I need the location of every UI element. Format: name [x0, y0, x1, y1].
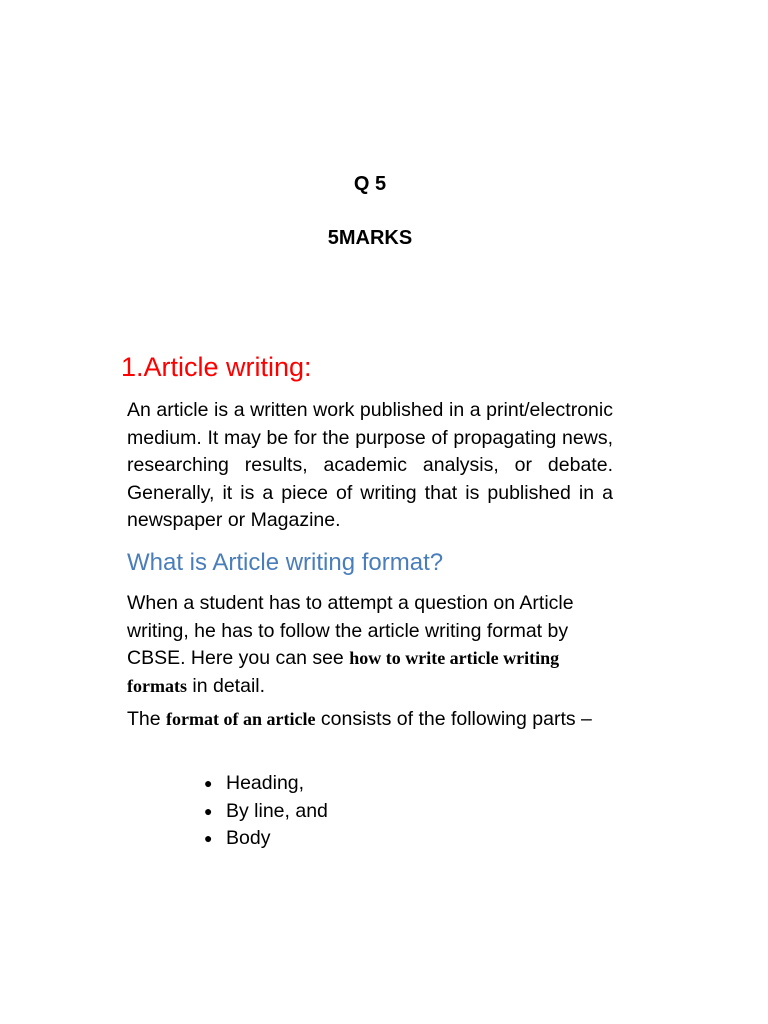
intro-paragraph: An article is a written work published in a print/electronic medium. It may be for the purpose of propagating news, researching results, academic analysis, or debate. Generally, it is a piece of writing that is published in a newspaper or Magazine.	[127, 399, 613, 531]
list-item	[198, 798, 328, 826]
list-item-label: By line, and	[226, 799, 328, 822]
bullet-icon: ●	[204, 775, 213, 791]
paragraph-text: in detail.	[186, 674, 266, 697]
bullet-icon: ●	[204, 802, 213, 819]
question-number: Q 5	[353, 173, 387, 195]
parts-list	[198, 770, 328, 853]
list-item	[198, 825, 328, 853]
paragraph-text: The	[127, 708, 167, 730]
list-item-label: Heading,	[226, 772, 305, 794]
instruction-paragraph	[127, 590, 607, 700]
format-link-text: how to write article writing formats	[127, 648, 560, 696]
format-term-text: format of an article	[166, 709, 316, 729]
paragraph-text: When a student has to attempt a question on Article writing, he has to follow the article writing format by CBSE. Here you can see	[127, 592, 574, 669]
list-item-label: Body	[226, 827, 271, 849]
bullet-icon: ●	[204, 830, 213, 846]
section-heading: 1.Article writing:	[121, 352, 312, 382]
question-marks: 5MARKS	[327, 227, 413, 249]
parts-intro-paragraph	[127, 706, 613, 734]
format-subheading: What is Article writing format?	[127, 549, 444, 576]
paragraph-text: consists of the following parts –	[315, 708, 592, 730]
list-item	[198, 770, 328, 798]
